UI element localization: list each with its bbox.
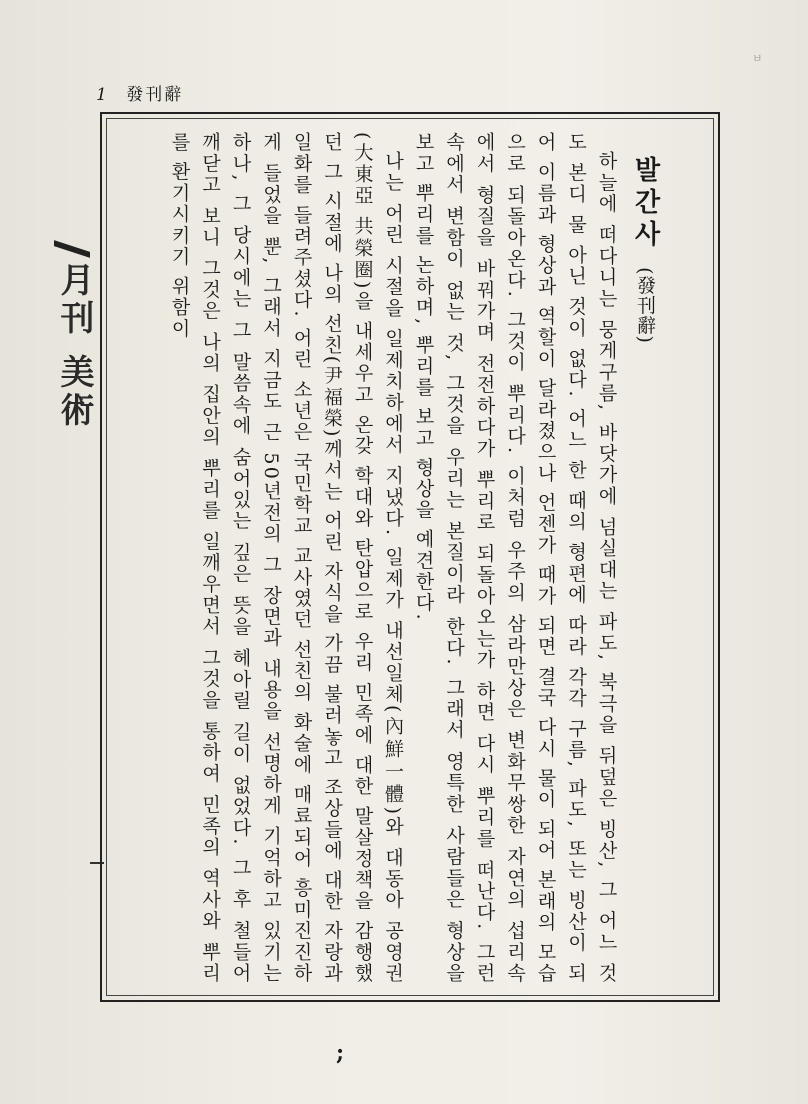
pencil-mark: ㅂ — [752, 52, 763, 65]
article-title — [630, 156, 661, 984]
article-title-sub: (發刊辭) — [634, 267, 656, 344]
paragraph-2: 나는 어린 시절을 일제치하에서 지냈다. 일제가 내선일체(內鮮一體)와 대동아 공영권(大東亞 共榮圈)을 내세우고 온갖 학대와 탄압으로 우리 민족에 대한 말살정책을 감행했던 그 시절에 나의 선친(尹福榮)께서는 어린 자식을 가끔 불러놓고 조상들에 대한 자랑과 일화를 들려주셨다. 어린 소년은 국민학교 교사였던 선친의 화술에 매료되어 흥미진진하게 들었을 뿐, 그래서 지금도 근 50년전의 그 장면과 내용을 선명하게 기억하고 있기는 하나, 그 당시에는 그 말씀속에 숨어있는 깊은 뜻을 헤아릴 길이 없었다. 그 후 철들어 깨닫고 보니 그것은 나의 집안의 뿌리를 일깨우면서 그것을 통하여 민족의 역사와 뿌리를 환기시키기 위함이 — [168, 132, 404, 984]
header-section-title: 發刊辭 — [126, 85, 184, 105]
header-page-number: 1 — [96, 85, 109, 105]
paragraph-1: 하늘에 떠다니는 뭉게구름, 바닷가에 넘실대는 파도, 북극을 뒤덮은 빙산, 그 어느 것도 본디 물 아닌 것이 없다. 어느 한 때의 형편에 따라 각각 구름, 파도, 또는 빙산이 되어 이름과 형상과 역할이 달라졌으나 언젠가 때가 되면 결국 다시 물이 되어 본래의 모습으로 되돌아온다. 그것이 뿌리다. 이처럼 우주의 삼라만상은 변화무쌍한 자연의 섭리속에서 형질을 바꿔가며 전전하다가 뿌리로 되돌아오는가 하면 다시 뿌리를 떠난다. 그런속에서 변함이 없는 것, 그것을 우리는 본질이라 한다. 그래서 영특한 사람들은 형상을 보고 뿌리를 논하며, 뿌리를 보고 형상을 예견한다. — [412, 132, 618, 984]
spine-title: 月刊 美術 — [54, 262, 94, 430]
running-header — [96, 80, 183, 105]
article-title-main: 발간사 — [630, 156, 660, 252]
page-footer-mark: ; — [336, 1040, 345, 1066]
article-body — [118, 132, 702, 984]
